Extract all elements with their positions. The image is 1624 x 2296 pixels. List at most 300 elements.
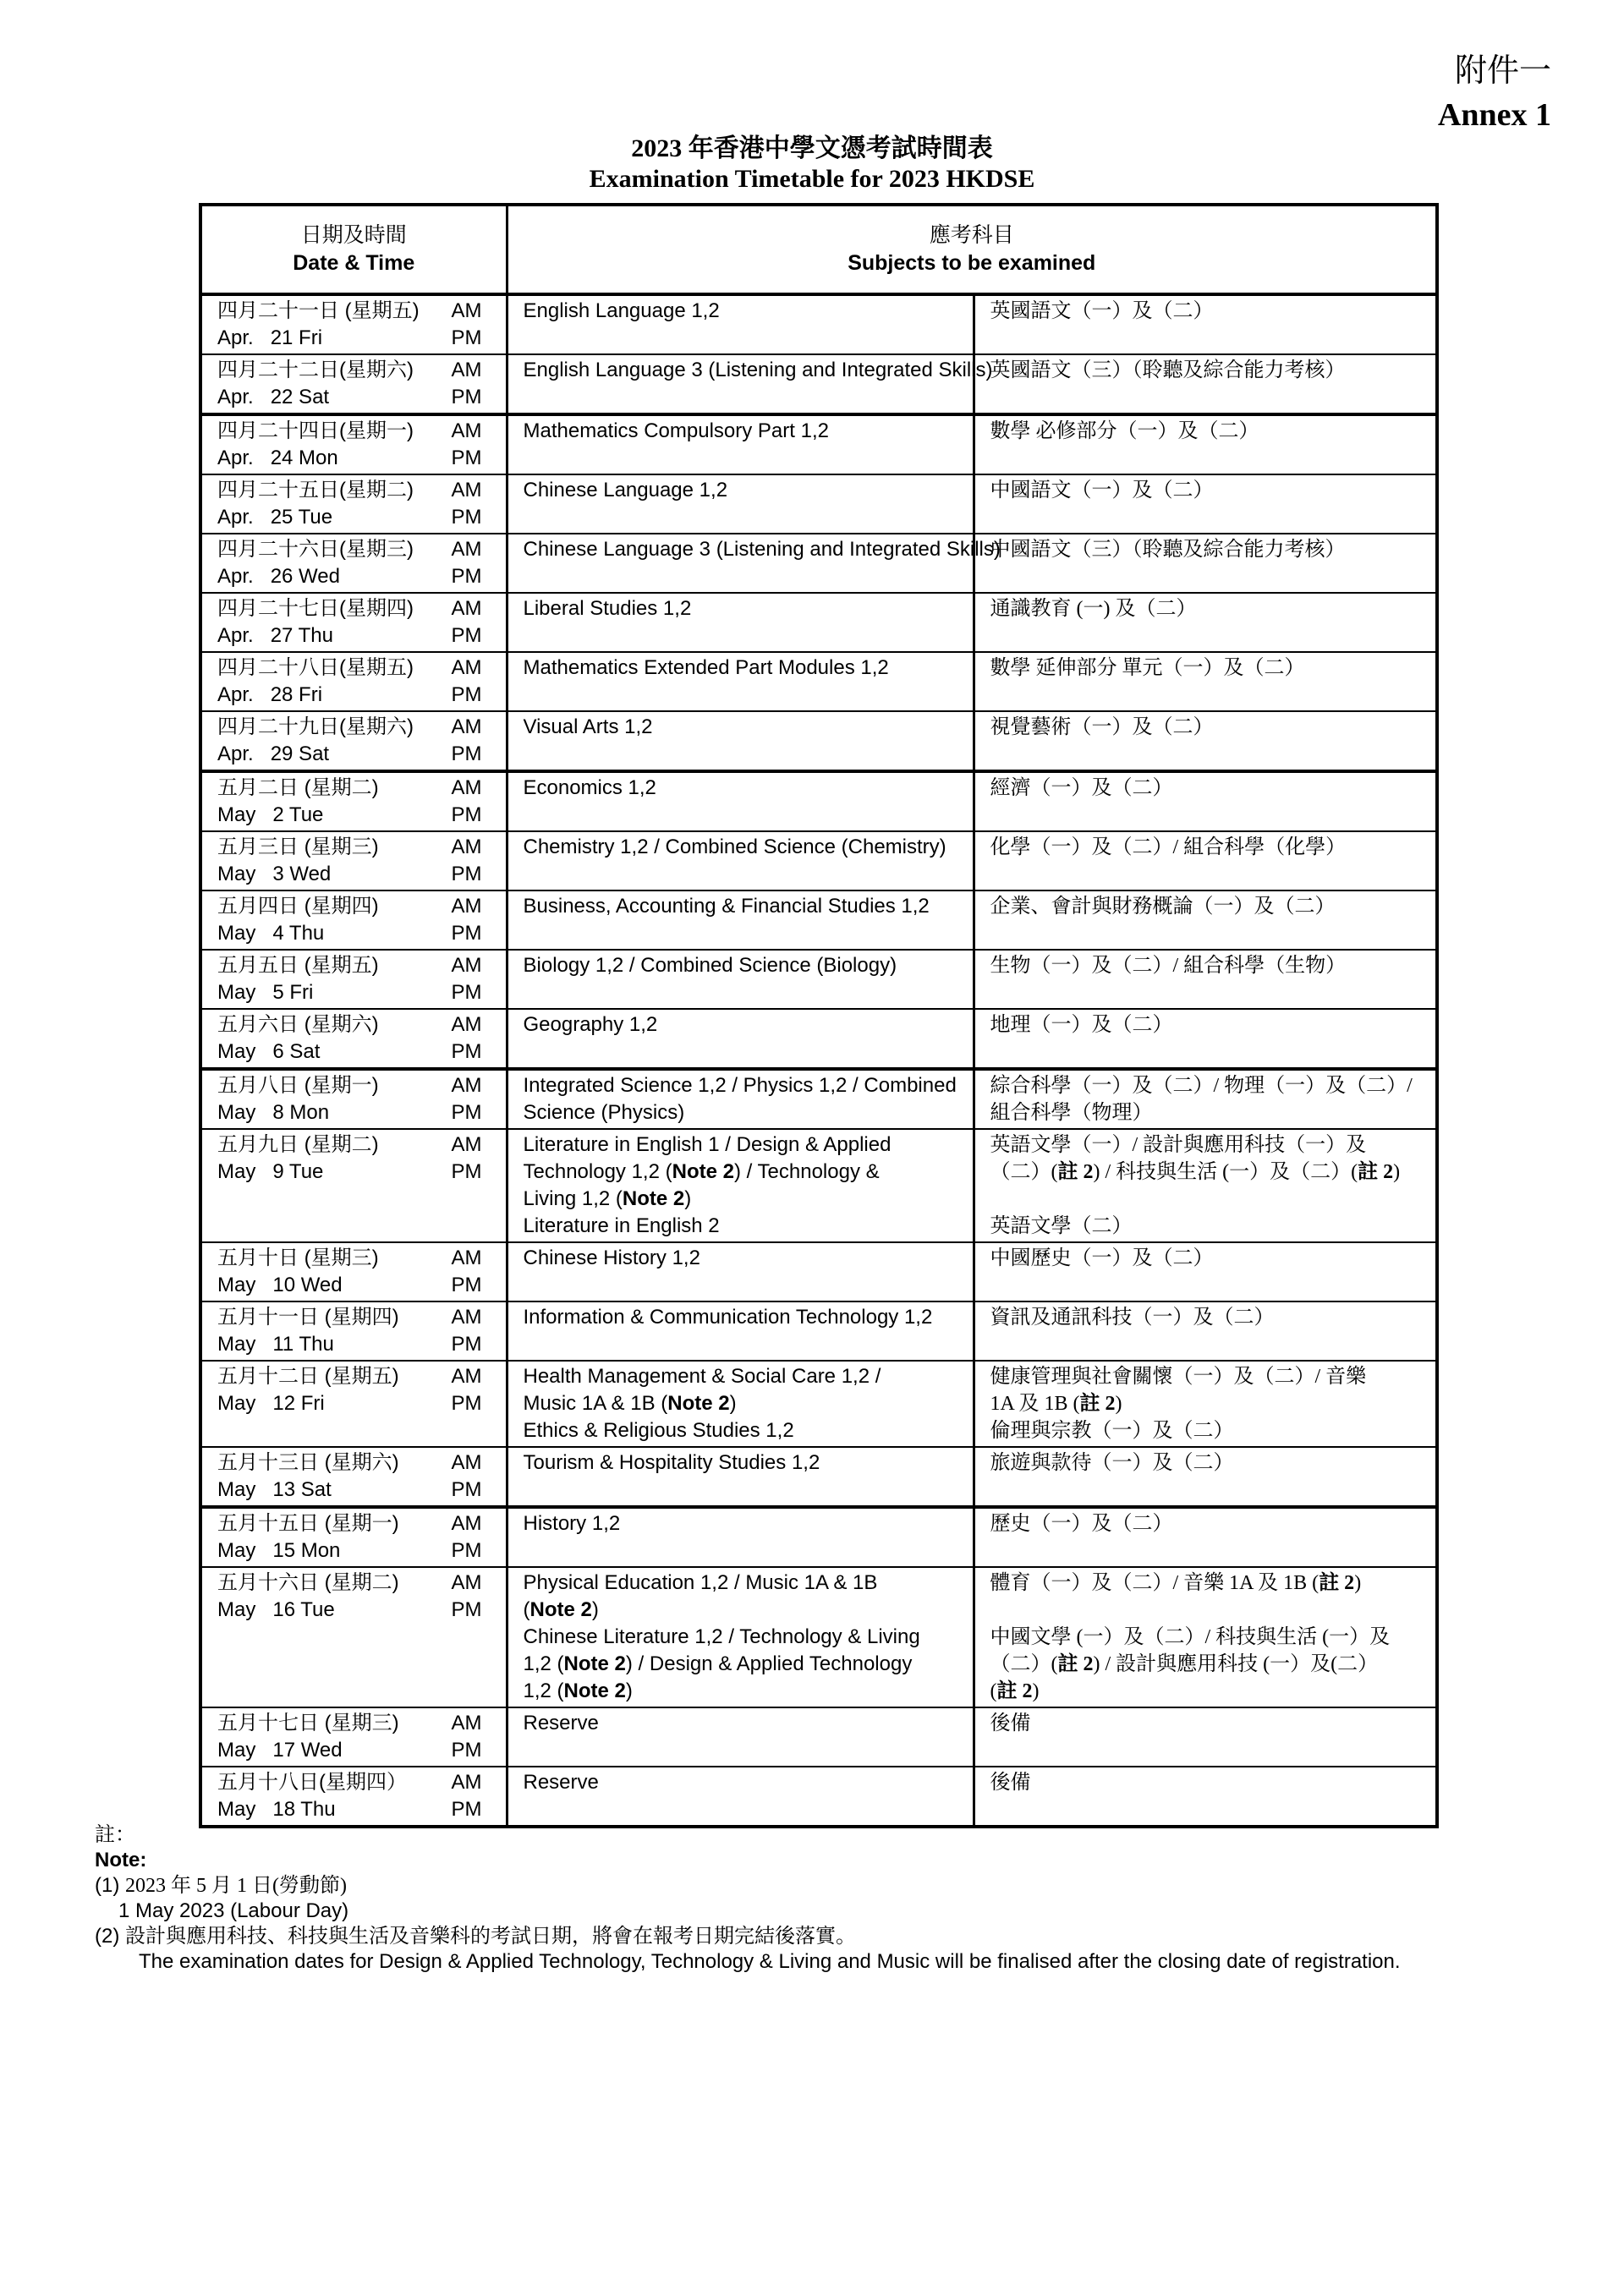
session-pm: PM (451, 624, 482, 647)
session-pm: PM (451, 1798, 482, 1821)
timetable-row (200, 1129, 1437, 1242)
subject-line: 倫理與宗教（一）及（二） (990, 1420, 1234, 1442)
date-cell (200, 1447, 507, 1507)
date-en: Apr. 25 Tue (217, 506, 333, 529)
session-am: AM (451, 299, 482, 322)
timetable-row (200, 1242, 1437, 1301)
session-am: AM (451, 1013, 482, 1036)
timetable-row (200, 1301, 1437, 1361)
subject-line: 通識教育 (一) 及（二） (990, 598, 1197, 620)
session-am: AM (451, 597, 482, 620)
subject-line: 後備 (990, 1712, 1031, 1734)
session-pm: PM (451, 1160, 482, 1183)
date-zh: 五月五日 (星期五) (217, 954, 379, 977)
subject-line (524, 1678, 973, 1705)
note-2 (95, 1924, 1401, 1949)
date-cell (200, 414, 507, 474)
text-segment: ) (1032, 1680, 1040, 1702)
subject-line (990, 1570, 1436, 1597)
subjects-header-zh: 應考科目 (929, 224, 1014, 247)
subject-zh-cell (974, 1447, 1437, 1507)
subject-line: English Language 3 (Listening and Integrated Skills) (523, 359, 993, 381)
subject-line: Economics 1,2 (523, 776, 656, 799)
date-zh: 五月四日 (星期四) (217, 895, 379, 918)
date-cell (200, 1129, 507, 1242)
date-cell (200, 294, 507, 354)
subject-line: 中國語文（一）及（二） (990, 479, 1214, 501)
timetable-header-row (200, 205, 1437, 294)
annex-label-en: Annex 1 (1437, 97, 1551, 133)
date-en: Apr. 26 Wed (217, 565, 340, 588)
session-pm: PM (451, 1333, 482, 1356)
subject-line: Mathematics Compulsory Part 1,2 (523, 419, 829, 442)
subject-zh-cell (974, 474, 1437, 534)
timetable-row (200, 771, 1437, 831)
timetable-row (200, 1707, 1437, 1767)
subject-zh-cell (974, 593, 1437, 652)
note-reference: Note 2 (672, 1160, 734, 1183)
date-zh: 五月八日 (星期一) (217, 1074, 379, 1097)
note-reference: 註 2 (1358, 1161, 1394, 1183)
text-segment: ) (1393, 1161, 1401, 1183)
timetable-row (200, 1507, 1437, 1567)
date-time-block (217, 1449, 506, 1504)
timetable-row (200, 711, 1437, 771)
note-reference: 註 2 (996, 1680, 1033, 1702)
date-zh: 四月二十二日(星期六) (217, 359, 414, 381)
date-zh: 五月十五日 (星期一) (217, 1512, 399, 1535)
note-reference: 註 2 (1057, 1653, 1094, 1675)
subjects-header (507, 205, 1437, 294)
date-zh: 四月二十五日(星期二) (217, 479, 414, 501)
note-2-number: (2) (95, 1925, 120, 1948)
subject-zh-cell (974, 711, 1437, 771)
date-zh: 五月十一日 (星期四) (217, 1306, 399, 1329)
timetable-row (200, 831, 1437, 890)
date-time-block (217, 357, 506, 411)
subject-en-cell (507, 1767, 974, 1827)
subject-en-cell (507, 354, 993, 414)
date-zh: 五月十七日 (星期三) (217, 1712, 399, 1734)
subject-en-cell (507, 1242, 974, 1301)
subject-en-cell (507, 1301, 974, 1361)
session-am: AM (451, 1306, 482, 1329)
text-segment: 1,2 ( (523, 1680, 564, 1702)
subject-line: 英語文學（一）/ 設計與應用科技（一）及 (990, 1134, 1367, 1156)
session-pm: PM (451, 981, 482, 1004)
page-title-en: Examination Timetable for 2023 HKDSE (589, 165, 1035, 193)
session-pm: PM (451, 1478, 482, 1501)
timetable-body (200, 294, 1437, 1827)
text-segment: ( (990, 1680, 997, 1702)
subject-zh-cell (974, 1069, 1437, 1129)
subject-line: Biology 1,2 / Combined Science (Biology) (523, 954, 897, 977)
subject-line: 後備 (990, 1772, 1031, 1794)
date-zh: 五月十六日 (星期二) (217, 1571, 399, 1594)
page-title (0, 134, 1624, 195)
notes-label-zh: 註： (95, 1823, 135, 1846)
session-pm: PM (451, 1274, 482, 1296)
session-am: AM (451, 836, 482, 858)
subject-line: Reserve (523, 1712, 599, 1734)
date-zh: 五月十二日 (星期五) (217, 1365, 399, 1388)
date-time-block (217, 477, 506, 531)
note-reference: Note 2 (563, 1680, 626, 1702)
text-segment: 體育（一）及（二）/ 音樂 1A 及 1B ( (990, 1572, 1320, 1594)
text-segment: Living 1,2 ( (523, 1187, 623, 1210)
session-pm: PM (451, 863, 482, 885)
subject-line: 中國文學 (一）及（二）/ 科技與生活 (一）及 (990, 1626, 1391, 1648)
subject-en-cell (507, 534, 1001, 593)
subject-en-cell (507, 890, 974, 950)
subject-zh-cell (974, 414, 1437, 474)
date-en: Apr. 28 Fri (217, 683, 323, 706)
session-am: AM (451, 1451, 482, 1474)
subject-zh-cell (974, 1242, 1437, 1301)
subject-line: 綜合科學（一）及（二）/ 物理（一）及（二）/ (990, 1075, 1413, 1097)
subject-line: Science (Physics) (523, 1101, 685, 1124)
subject-line: 組合科學（物理） (990, 1102, 1153, 1124)
date-time-block (217, 1132, 506, 1186)
date-time-block (217, 536, 506, 590)
text-segment: ( (523, 1598, 530, 1621)
timetable-row (200, 414, 1437, 474)
subject-line: Integrated Science 1,2 / Physics 1,2 / Combined (523, 1074, 957, 1097)
subject-zh-cell (974, 1567, 1437, 1707)
date-cell (200, 1567, 507, 1707)
text-segment: ) / 科技與生活 (一）及（二）( (1093, 1161, 1358, 1183)
subject-line: Chinese Language 1,2 (523, 479, 728, 501)
date-zh: 四月二十六日(星期三) (217, 538, 414, 561)
session-pm: PM (451, 803, 482, 826)
note-1-en: 1 May 2023 (Labour Day) (118, 1899, 349, 1922)
subject-line: Chinese Literature 1,2 / Technology & Living (523, 1625, 920, 1648)
date-zh: 五月二日 (星期二) (217, 776, 379, 799)
session-am: AM (451, 954, 482, 977)
session-pm: PM (451, 743, 482, 765)
subject-line: 資訊及通訊科技（一）及（二） (990, 1307, 1275, 1329)
timetable (199, 203, 1439, 1828)
subject-line: Mathematics Extended Part Modules 1,2 (523, 656, 889, 679)
subject-en-cell (507, 1069, 974, 1129)
timetable-row (200, 950, 1437, 1009)
subject-line (524, 1597, 973, 1624)
session-am: AM (451, 359, 482, 381)
subject-line: History 1,2 (523, 1512, 621, 1535)
session-am: AM (451, 1771, 482, 1794)
note-reference: 註 2 (1079, 1393, 1116, 1415)
subject-line: 數學 延伸部分 單元（一）及（二） (990, 657, 1305, 679)
subject-line: Chemistry 1,2 / Combined Science (Chemistry) (523, 836, 946, 858)
date-cell (200, 711, 507, 771)
subject-line (524, 1186, 973, 1213)
text-segment: ) (684, 1187, 692, 1210)
session-am: AM (451, 1512, 482, 1535)
note-reference: Note 2 (563, 1652, 626, 1675)
timetable-row (200, 1567, 1437, 1707)
subject-line: 化學（一）及（二）/ 組合科學（化學） (990, 836, 1347, 858)
date-time-header (200, 205, 507, 294)
date-en: May 13 Sat (217, 1478, 332, 1501)
date-en: May 12 Fri (217, 1392, 325, 1415)
note-1-number: (1) (95, 1874, 120, 1897)
date-zh: 五月三日 (星期三) (217, 836, 379, 858)
text-segment: 1A 及 1B ( (990, 1393, 1080, 1415)
date-time-block (217, 418, 506, 472)
timetable-row (200, 474, 1437, 534)
date-en: May 17 Wed (217, 1739, 343, 1762)
subject-line: 經濟（一）及（二） (990, 777, 1173, 799)
date-time-block (217, 1710, 506, 1764)
subject-line: Geography 1,2 (523, 1013, 658, 1036)
subject-line: Tourism & Hospitality Studies 1,2 (523, 1451, 820, 1474)
session-pm: PM (451, 447, 482, 469)
date-zh: 四月二十一日 (星期五) (217, 299, 420, 322)
date-en: May 10 Wed (217, 1274, 343, 1296)
subject-line: Business, Accounting & Financial Studies 1,2 (523, 895, 930, 918)
session-am: AM (451, 1571, 482, 1594)
subject-zh-cell (974, 950, 1437, 1009)
date-zh: 四月二十四日(星期一) (217, 419, 414, 442)
date-cell (200, 831, 507, 890)
subject-line: Information & Communication Technology 1,2 (523, 1306, 933, 1329)
subject-en-cell (507, 652, 974, 711)
subject-line (990, 1390, 1436, 1417)
session-pm: PM (451, 1739, 482, 1762)
session-pm: PM (451, 1392, 482, 1415)
date-time-block (217, 1769, 506, 1823)
page-title-zh: 2023 年香港中學文憑考試時間表 (631, 134, 993, 162)
subject-line (524, 1390, 973, 1417)
subject-line: 中國語文（三）（聆聽及綜合能力考核） (990, 539, 1346, 561)
subject-en-cell (507, 414, 974, 474)
timetable-row (200, 294, 1437, 354)
subject-zh-cell (974, 1361, 1437, 1447)
notes-label-en: Note: (95, 1849, 147, 1871)
subject-en-cell (507, 1129, 974, 1242)
subject-line: Chinese Language 3 (Listening and Integrated Skills) (523, 538, 1001, 561)
session-am: AM (451, 715, 482, 738)
timetable-row (200, 593, 1437, 652)
subject-line (990, 1186, 1436, 1213)
subject-zh-cell (974, 890, 1437, 950)
subject-line: Ethics & Religious Studies 1,2 (523, 1419, 794, 1442)
subject-line: 旅遊與款待（一）及（二） (990, 1452, 1234, 1474)
date-zh: 五月十日 (星期三) (217, 1247, 379, 1269)
date-cell (200, 1301, 507, 1361)
timetable-row (200, 534, 1437, 593)
date-en: May 3 Wed (217, 863, 332, 885)
subject-zh-cell (974, 534, 1437, 593)
subject-line: 企業、會計與財務概論（一）及（二） (990, 896, 1336, 918)
note-1-zh: 2023 年 5 月 1 日(勞動節) (125, 1875, 347, 1897)
date-cell (200, 1069, 507, 1129)
subject-line: Liberal Studies 1,2 (523, 597, 692, 620)
date-cell (200, 652, 507, 711)
date-zh: 五月九日 (星期二) (217, 1133, 379, 1156)
subject-zh-cell (974, 1707, 1437, 1767)
subject-en-cell (507, 1447, 974, 1507)
date-zh: 四月二十八日(星期五) (217, 656, 414, 679)
timetable-row (200, 1447, 1437, 1507)
subject-zh-cell (974, 1507, 1437, 1567)
subject-line: 歷史（一）及（二） (990, 1513, 1173, 1535)
date-en: May 18 Thu (217, 1798, 336, 1821)
timetable-row (200, 652, 1437, 711)
text-segment: ) / 設計與應用科技 (一）及(二） (1093, 1653, 1379, 1675)
text-segment: Music 1A & 1B ( (523, 1392, 668, 1415)
date-en: May 8 Mon (217, 1101, 330, 1124)
timetable-row (200, 1767, 1437, 1827)
date-cell (200, 1009, 507, 1069)
subject-en-cell (507, 593, 974, 652)
subject-line: 生物（一）及（二）/ 組合科學（生物） (990, 955, 1347, 977)
text-segment: ) / Design & Applied Technology (625, 1652, 913, 1675)
subject-en-cell (507, 1507, 974, 1567)
text-segment: Technology 1,2 ( (523, 1160, 672, 1183)
date-en: Apr. 29 Sat (217, 743, 330, 765)
subject-en-cell (507, 1009, 974, 1069)
subject-en-cell (507, 771, 974, 831)
subject-zh-cell (974, 354, 1437, 414)
date-cell (200, 950, 507, 1009)
date-time-block (217, 1510, 506, 1564)
date-time-block (217, 1570, 506, 1624)
subject-en-cell (507, 711, 974, 771)
text-segment: ) (591, 1598, 599, 1621)
date-cell (200, 354, 507, 414)
note-reference: 註 2 (1319, 1572, 1355, 1594)
note-2-zh: 設計與應用科技、科技與生活及音樂科的考試日期，將會在報考日期完結後落實。 (125, 1925, 857, 1948)
session-pm: PM (451, 565, 482, 588)
date-time-header-zh: 日期及時間 (300, 224, 407, 247)
date-time-block (217, 298, 506, 352)
date-en: Apr. 27 Thu (217, 624, 333, 647)
subject-line (990, 1597, 1436, 1624)
subject-line: 英國語文（三）（聆聽及綜合能力考核） (990, 359, 1346, 381)
text-segment: ) / Technology & (733, 1160, 880, 1183)
subject-line: 英國語文（一）及（二） (990, 300, 1214, 322)
subject-line (990, 1651, 1436, 1678)
subject-line: Physical Education 1,2 / Music 1A & 1B (523, 1571, 878, 1594)
timetable-row (200, 1009, 1437, 1069)
date-time-block (217, 714, 506, 768)
date-time-block (217, 775, 506, 829)
date-cell (200, 474, 507, 534)
note-reference: 註 2 (1057, 1161, 1094, 1183)
annex-label-zh: 附件一 (1454, 53, 1551, 89)
date-time-block (217, 1245, 506, 1299)
date-cell (200, 593, 507, 652)
date-en: May 15 Mon (217, 1539, 341, 1562)
subject-line (524, 1159, 973, 1186)
date-time-block (217, 1072, 506, 1126)
date-cell (200, 1707, 507, 1767)
date-en: May 6 Sat (217, 1040, 321, 1063)
session-am: AM (451, 656, 482, 679)
subject-line (990, 1678, 1436, 1705)
session-pm: PM (451, 922, 482, 945)
subject-line: Visual Arts 1,2 (523, 715, 653, 738)
session-am: AM (451, 1712, 482, 1734)
subject-en-cell (507, 831, 974, 890)
subject-zh-cell (974, 1767, 1437, 1827)
date-en: May 16 Tue (217, 1598, 335, 1621)
subject-zh-cell (974, 1301, 1437, 1361)
subject-en-cell (507, 294, 974, 354)
subject-line: 中國歷史（一）及（二） (990, 1247, 1214, 1269)
date-en: May 4 Thu (217, 922, 325, 945)
session-pm: PM (451, 326, 482, 349)
subject-en-cell (507, 950, 974, 1009)
date-en: Apr. 21 Fri (217, 326, 323, 349)
session-pm: PM (451, 1539, 482, 1562)
subject-line (524, 1651, 973, 1678)
note-reference: Note 2 (529, 1598, 592, 1621)
date-en: May 11 Thu (217, 1333, 334, 1356)
session-pm: PM (451, 1040, 482, 1063)
date-cell (200, 890, 507, 950)
date-cell (200, 1767, 507, 1827)
subject-zh-cell (974, 1129, 1437, 1242)
date-time-block (217, 952, 506, 1006)
date-cell (200, 1242, 507, 1301)
timetable-row (200, 890, 1437, 950)
subjects-header-en: Subjects to be examined (848, 251, 1096, 275)
session-pm: PM (451, 683, 482, 706)
date-cell (200, 534, 507, 593)
session-am: AM (451, 1074, 482, 1097)
note-reference: Note 2 (622, 1187, 685, 1210)
date-cell (200, 1507, 507, 1567)
text-segment: （二）( (990, 1161, 1058, 1183)
subject-zh-cell (974, 831, 1437, 890)
subject-line: Reserve (523, 1771, 599, 1794)
session-am: AM (451, 1365, 482, 1388)
subject-en-cell (507, 1567, 974, 1707)
subject-zh-cell (974, 652, 1437, 711)
session-am: AM (451, 1133, 482, 1156)
session-pm: PM (451, 1101, 482, 1124)
date-zh: 四月二十九日(星期六) (217, 715, 414, 738)
date-time-block (217, 595, 506, 649)
note-reference: Note 2 (667, 1392, 730, 1415)
subject-zh-cell (974, 771, 1437, 831)
text-segment: ) (1354, 1572, 1362, 1594)
timetable-row (200, 1361, 1437, 1447)
subject-en-cell (507, 474, 974, 534)
subject-line: 數學 必修部分（一）及（二） (990, 420, 1259, 442)
timetable-row (200, 1069, 1437, 1129)
date-en: May 2 Tue (217, 803, 324, 826)
subject-zh-cell (974, 294, 1437, 354)
date-en: May 9 Tue (217, 1160, 324, 1183)
subject-line: Health Management & Social Care 1,2 / (523, 1365, 881, 1388)
session-am: AM (451, 895, 482, 918)
subject-line: Literature in English 2 (523, 1214, 720, 1237)
subject-line: 健康管理與社會關懷（一）及（二）/ 音樂 (990, 1366, 1367, 1388)
text-segment: ) (1115, 1393, 1122, 1415)
subject-line: Literature in English 1 / Design & Applied (523, 1133, 892, 1156)
text-segment: ) (625, 1680, 633, 1702)
date-cell (200, 771, 507, 831)
note-1 (95, 1873, 1401, 1899)
date-zh: 四月二十七日(星期四) (217, 597, 414, 620)
session-pm: PM (451, 1598, 482, 1621)
session-am: AM (451, 538, 482, 561)
timetable-row (200, 354, 1437, 414)
date-time-block (217, 834, 506, 888)
